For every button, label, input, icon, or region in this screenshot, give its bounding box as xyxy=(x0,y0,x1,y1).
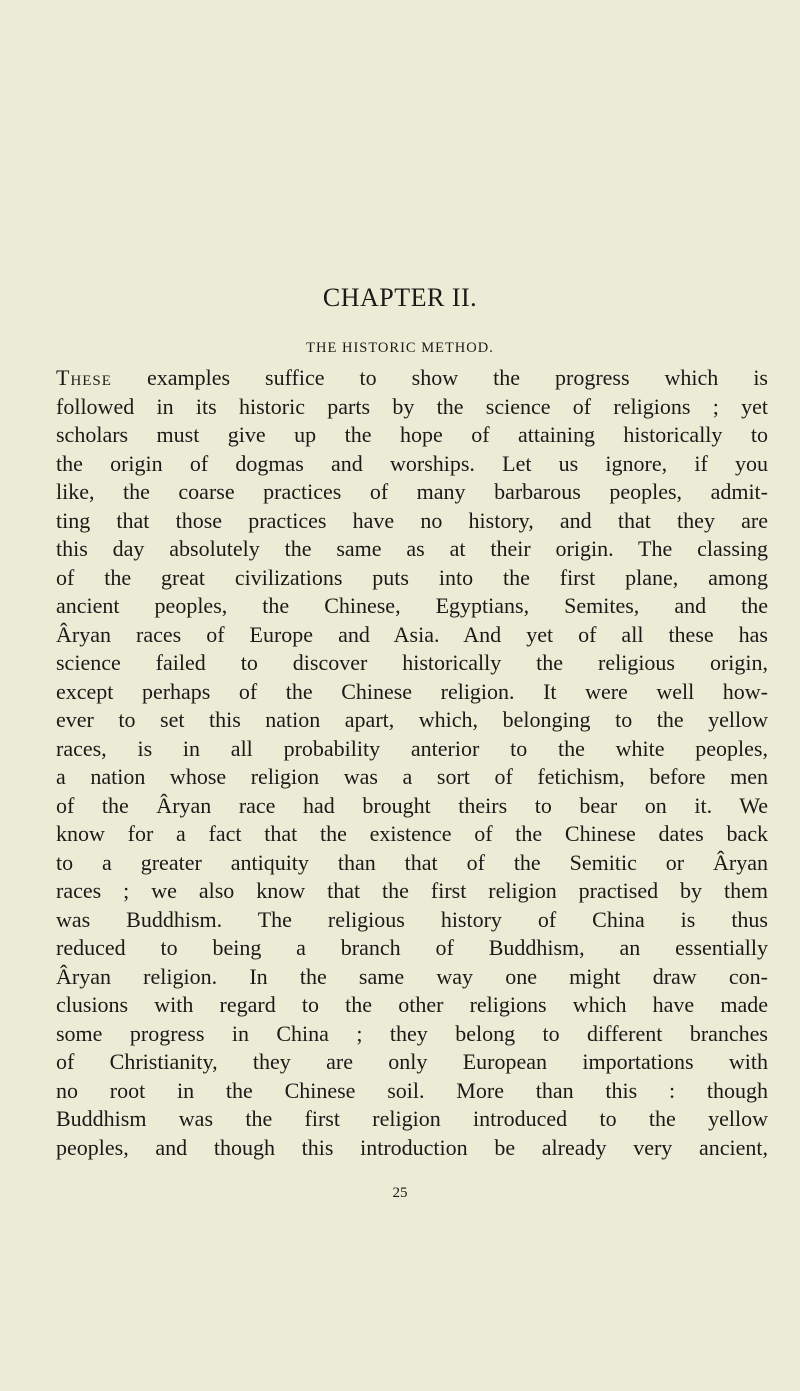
text-line: of the Âryan race had brought theirs to bear on it. We xyxy=(56,792,768,818)
text-line: of the great civilizations puts into the first plane, among xyxy=(56,564,768,590)
text-line: to a greater antiquity than that of the Semitic or Âryan xyxy=(56,849,768,875)
text-line: reduced to being a branch of Buddhism, an essentially xyxy=(56,935,768,960)
text-line: Âryan religion. In the same way one might draw con- xyxy=(56,963,768,989)
text-line: clusions with regard to the other religions which have made xyxy=(56,992,768,1017)
text-line: a nation whose religion was a sort of fetichism, before men xyxy=(56,764,768,789)
text-line: like, the coarse practices of many barbarous peoples, admit- xyxy=(56,479,768,504)
page-number: 25 xyxy=(392,1185,408,1201)
body-paragraph xyxy=(56,364,768,1162)
text-line: races ; we also know that the first religion practised by them xyxy=(56,878,768,903)
chapter-title: CHAPTER II. xyxy=(322,283,478,312)
text-line: no root in the Chinese soil. More than this : though xyxy=(56,1077,768,1103)
text-line: this day absolutely the same as at their origin. The classing xyxy=(56,536,768,561)
text-line: Buddhism was the first religion introduced to the yellow xyxy=(56,1106,768,1131)
text-line: the origin of dogmas and worships. Let us ignore, if you xyxy=(56,450,768,476)
text-line: was Buddhism. The religious history of China is thus xyxy=(56,906,768,932)
text-line: of Christianity, they are only European importations with xyxy=(56,1049,768,1074)
text-line: races, is in all probability anterior to the white peoples, xyxy=(56,735,768,761)
section-title: THE HISTORIC METHOD. xyxy=(306,340,494,356)
text-line: ever to set this nation apart, which, belonging to the yellow xyxy=(56,707,768,732)
text-line: some progress in China ; they belong to different branches xyxy=(56,1020,768,1046)
text-line: Âryan races of Europe and Asia. And yet of all these has xyxy=(56,621,768,647)
first-line-text: examples suffice to show the progress which is xyxy=(146,365,768,390)
text-line: science failed to discover historically the religious origin, xyxy=(56,650,768,675)
text-line: peoples, and though this introduction be already very ancient, xyxy=(56,1134,768,1160)
text-line: except perhaps of the Chinese religion. It were well how- xyxy=(56,678,768,704)
text-line: scholars must give up the hope of attaining historically to xyxy=(56,422,768,447)
text-line: ting that those practices have no history, and that they are xyxy=(56,507,768,533)
text-line: know for a fact that the existence of the Chinese dates back xyxy=(56,821,768,846)
paragraph-lead-word: These xyxy=(56,365,112,390)
text-line xyxy=(56,364,768,393)
text-line: ancient peoples, the Chinese, Egyptians, Semites, and the xyxy=(56,593,768,618)
text-line: followed in its historic parts by the science of religions ; yet xyxy=(56,393,768,419)
